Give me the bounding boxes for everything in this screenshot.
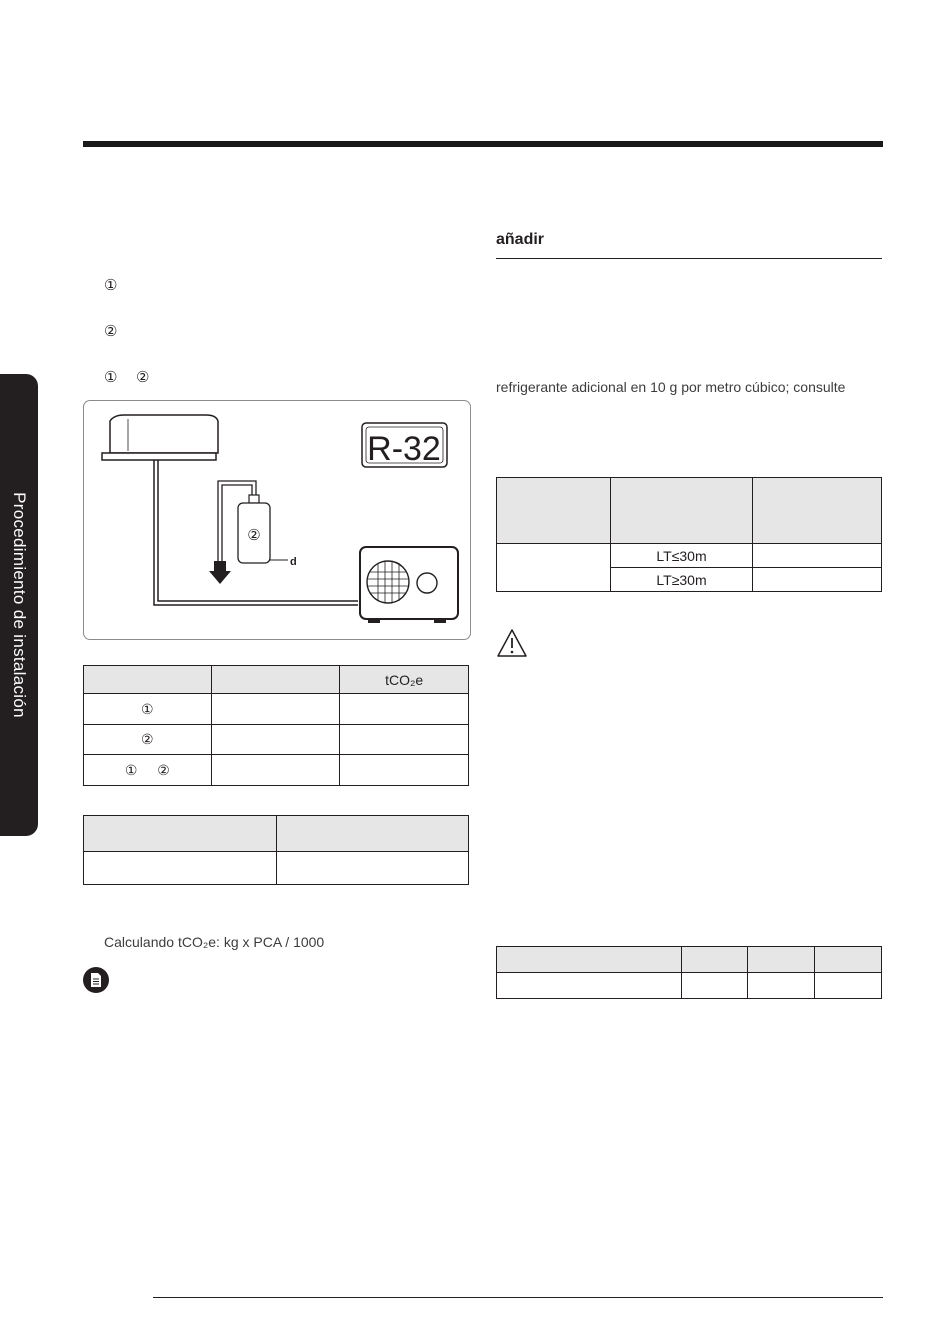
table-cell [497,478,611,544]
co2-calculation-text: Calculando tCO₂e: kg x PCA / 1000 [104,934,325,950]
table-cell [340,725,469,755]
table-cell [748,947,815,973]
co2-header-tco2e: tCO₂e [340,666,469,694]
cylinder-marker: ② [247,527,261,544]
table-cell [211,694,340,725]
table-cell [340,694,469,725]
co2-header-cell-1 [84,666,212,694]
table-cell [681,947,748,973]
header-rule [83,141,883,147]
table-cell [681,973,748,999]
note-document-icon [83,967,109,993]
table-cell [84,852,277,885]
table-cell [748,973,815,999]
table-cell [340,755,469,786]
small-table [496,946,882,999]
row-marker-two-pair: ② [157,761,170,778]
table-cell [276,852,469,885]
down-arrow-icon [209,561,231,584]
table-cell [497,973,682,999]
refrigerant-type-label: R-32 [367,430,441,468]
diagram-drawing [84,401,470,639]
section-heading: añadir [496,231,545,248]
charge-row-2-label: LT≥30m [610,568,753,592]
warning-triangle-icon [496,628,528,663]
table-cell [211,755,340,786]
row-marker-one: ① [141,700,154,717]
co2-header-cell-2 [211,666,340,694]
table-cell [753,544,882,568]
marker-one: ① [104,277,118,294]
marker-two: ② [104,323,118,340]
table-cell [753,568,882,592]
row-marker-one-pair: ① [124,761,138,778]
gwp-table [83,815,469,885]
co2-table [83,665,469,786]
table-cell [610,478,753,544]
table-row [84,755,212,786]
row-marker-two: ② [141,731,154,747]
table-cell [497,544,611,592]
label-d: d [290,556,297,568]
table-cell [497,947,682,973]
table-cell [84,816,277,852]
charge-table [496,477,882,592]
table-cell [753,478,882,544]
heading-rule [496,258,882,259]
charge-row-1-label: LT≤30m [610,544,753,568]
outdoor-unit-icon [360,547,458,623]
paragraph-line: refrigerante adicional en 10 g por metro cúbico; consulte [496,379,846,395]
table-row [84,694,212,725]
marker-one-pair: ① [104,369,118,386]
footer-rule [153,1297,883,1298]
marker-two-pair: ② [136,369,150,386]
section-side-tab [0,374,38,836]
table-cell [276,816,469,852]
refrigerant-diagram [83,400,471,640]
section-label: Procedimiento de instalación [10,492,29,718]
table-cell [211,725,340,755]
indoor-unit-icon [102,415,218,460]
table-cell [815,973,882,999]
table-row [84,725,212,755]
table-cell [815,947,882,973]
